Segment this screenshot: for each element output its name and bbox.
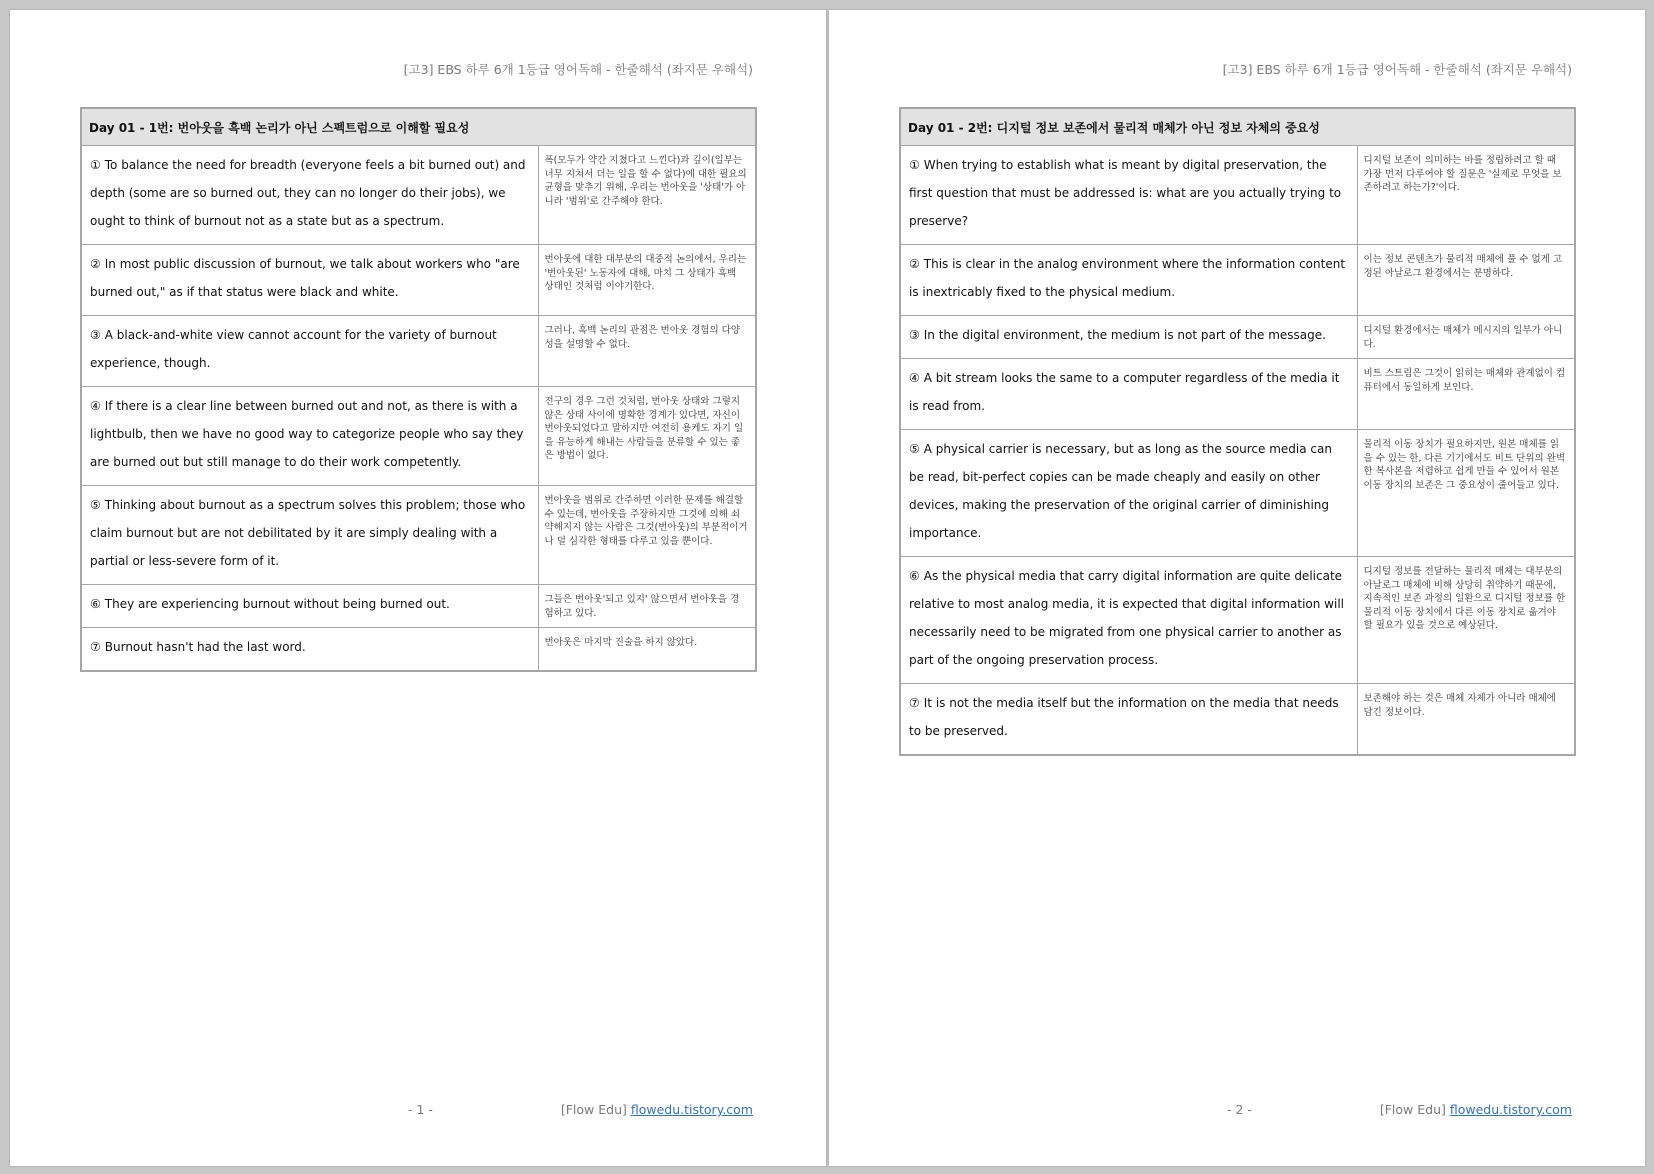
table-row	[900, 146, 1575, 245]
passage-table-1	[80, 107, 757, 672]
footer-link[interactable]: flowedu.tistory.com	[630, 1102, 753, 1117]
english-text: They are experiencing burnout without being burned out.	[104, 597, 450, 611]
korean-translation: 전구의 경우 그런 것처럼, 번아웃 상태와 그렇지 않은 상태 사이에 명확한 경계가 있다면, 자신이 번아웃되었다고 말하지만 여전히 용케도 자기 일을 유능하게 해내는 사람들을 분류할 수 있는 좋은 방법이 없다.	[538, 387, 756, 486]
english-text: It is not the media itself but the information on the media that needs to be preserved.	[909, 696, 1339, 738]
korean-translation: 물리적 이동 장치가 필요하지만, 원본 매체를 읽을 수 있는 한, 다른 기기에서도 비트 단위의 완벽한 복사본을 저렴하고 쉽게 만들 수 있어서 원본 이동 장치의 보존은 그 중요성이 줄어들고 있다.	[1357, 430, 1575, 557]
table-row	[81, 146, 756, 245]
english-text: To balance the need for breadth (everyone feels a bit burned out) and depth (some are so burned out, they can no longer do their jobs), we ought to think of burnout not as a state but as a spectrum.	[90, 158, 526, 228]
table-row	[81, 316, 756, 387]
korean-translation: 번아웃은 마지막 진술을 하지 않았다.	[538, 628, 756, 672]
korean-translation: 번아웃을 범위로 간주하면 이러한 문제를 해결할 수 있는데, 번아웃을 주장하지만 그것에 의해 쇠약해지지 않는 사람은 그것(번아웃)의 부분적이거나 덜 심각한 형태를 다루고 있을 뿐이다.	[538, 486, 756, 585]
sentence-number: ①	[90, 158, 101, 172]
page-1	[10, 10, 826, 1166]
table-row	[81, 245, 756, 316]
sentence-number: ⑦	[909, 696, 920, 710]
sentence-number: ④	[90, 399, 101, 413]
section-title: Day 01 - 1번: 번아웃을 흑백 논리가 아닌 스펙트럼으로 이해할 필요성	[81, 108, 756, 146]
english-text: When trying to establish what is meant by digital preservation, the first question that must be addressed is: what are you actually trying to preserve?	[909, 158, 1342, 228]
korean-translation: 비트 스트림은 그것이 읽히는 매체와 관계없이 컴퓨터에서 동일하게 보인다.	[1357, 359, 1575, 430]
table-row	[81, 628, 756, 672]
english-text: A physical carrier is necessary, but as long as the source media can be read, bit-perfect copies can be made cheaply and easily on other devices, making the preservation of the original carrier of diminishing importance.	[909, 442, 1332, 540]
english-sentence	[900, 684, 1357, 756]
korean-translation: 보존해야 하는 것은 매체 자체가 아니라 매체에 담긴 정보이다.	[1357, 684, 1575, 756]
passage-table-2	[899, 107, 1576, 756]
sentence-number: ⑥	[90, 597, 101, 611]
korean-translation: 디지털 정보를 전달하는 물리적 매체는 대부분의 아날로그 매체에 비해 상당히 취약하기 때문에, 지속적인 보존 과정의 일환으로 디지털 정보를 한 물리적 이동 장치에서 다른 이동 장치로 옮겨야 할 필요가 있을 것으로 예상된다.	[1357, 557, 1575, 684]
english-text: This is clear in the analog environment where the information content is inextricably fixed to the physical medium.	[909, 257, 1346, 299]
korean-translation: 디지털 환경에서는 매체가 메시지의 일부가 아니다.	[1357, 316, 1575, 359]
sentence-number: ⑦	[90, 640, 101, 654]
footer-brand: [Flow Edu]	[1379, 1102, 1446, 1117]
page-header: [고3] EBS 하루 6개 1등급 영어독해 - 한줄해석 (좌지문 우해석)	[1222, 62, 1572, 77]
korean-translation: 이는 정보 콘텐츠가 물리적 매체에 풀 수 없게 고정된 아날로그 환경에서는 분명하다.	[1357, 245, 1575, 316]
page-2	[829, 10, 1645, 1166]
footer-link[interactable]: flowedu.tistory.com	[1449, 1102, 1572, 1117]
english-text: A black-and-white view cannot account for the variety of burnout experience, though.	[90, 328, 497, 370]
sentence-number: ④	[909, 371, 920, 385]
page-number: - 2 -	[1227, 1102, 1252, 1117]
table-row	[81, 387, 756, 486]
table-row	[81, 585, 756, 628]
sentence-number: ⑤	[90, 498, 101, 512]
sentence-number: ②	[90, 257, 101, 271]
korean-translation: 그들은 번아웃'되고 있지' 않으면서 번아웃을 경험하고 있다.	[538, 585, 756, 628]
table-row	[900, 557, 1575, 684]
english-text: Burnout hasn't had the last word.	[104, 640, 306, 654]
english-text: If there is a clear line between burned out and not, as there is with a lightbulb, then we have no good way to categorize people who say they are burned out but still manage to do their work competently.	[90, 399, 524, 469]
english-text: In the digital environment, the medium is not part of the message.	[923, 328, 1326, 342]
english-sentence	[900, 146, 1357, 245]
english-sentence	[900, 316, 1357, 359]
page-number: - 1 -	[408, 1102, 433, 1117]
table-row	[900, 359, 1575, 430]
table-row	[900, 316, 1575, 359]
korean-translation: 디지털 보존이 의미하는 바를 정립하려고 할 때 가장 먼저 다루어야 할 질문은 '실제로 무엇을 보존하려고 하는가?'이다.	[1357, 146, 1575, 245]
footer-brand: [Flow Edu]	[560, 1102, 627, 1117]
sentence-number: ③	[90, 328, 101, 342]
section-title: Day 01 - 2번: 디지털 정보 보존에서 물리적 매체가 아닌 정보 자체의 중요성	[900, 108, 1575, 146]
english-sentence	[900, 557, 1357, 684]
table-row	[900, 684, 1575, 756]
table-row	[900, 245, 1575, 316]
sentence-number: ③	[909, 328, 920, 342]
page-header: [고3] EBS 하루 6개 1등급 영어독해 - 한줄해석 (좌지문 우해석)	[403, 62, 753, 77]
english-sentence	[81, 245, 538, 316]
english-sentence	[81, 316, 538, 387]
english-text: In most public discussion of burnout, we talk about workers who "are burned out," as if that status were black and white.	[90, 257, 520, 299]
english-sentence	[900, 245, 1357, 316]
page-footer	[1380, 1102, 1572, 1117]
korean-translation: 그러나, 흑백 논리의 관점은 번아웃 경험의 다양성을 설명할 수 없다.	[538, 316, 756, 387]
english-sentence	[81, 387, 538, 486]
table-row	[81, 486, 756, 585]
english-sentence	[900, 359, 1357, 430]
english-sentence	[81, 146, 538, 245]
sentence-number: ⑥	[909, 569, 920, 583]
korean-translation: 폭(모두가 약간 지쳤다고 느낀다)과 깊이(일부는 너무 지쳐서 더는 일을 할 수 없다)에 대한 필요의 균형을 맞추기 위해, 우리는 번아웃을 '상태'가 아니라 '범위'로 간주해야 한다.	[538, 146, 756, 245]
sentence-number: ①	[909, 158, 920, 172]
page-footer	[561, 1102, 753, 1117]
english-text: Thinking about burnout as a spectrum solves this problem; those who claim burnout but are not debilitated by it are simply dealing with a partial or less-severe form of it.	[90, 498, 526, 568]
english-text: As the physical media that carry digital information are quite delicate relative to most analog media, it is expected that digital information will necessarily need to be migrated from one physical carrier to another as part of the ongoing preservation process.	[909, 569, 1344, 667]
english-text: A bit stream looks the same to a computer regardless of the media it is read from.	[909, 371, 1340, 413]
korean-translation: 번아웃에 대한 대부분의 대중적 논의에서, 우리는 '번아웃된' 노동자에 대해, 마치 그 상태가 흑백 상태인 것처럼 이야기한다.	[538, 245, 756, 316]
table-row	[900, 430, 1575, 557]
sentence-number: ②	[909, 257, 920, 271]
english-sentence	[81, 628, 538, 672]
english-sentence	[900, 430, 1357, 557]
sentence-number: ⑤	[909, 442, 920, 456]
english-sentence	[81, 486, 538, 585]
english-sentence	[81, 585, 538, 628]
